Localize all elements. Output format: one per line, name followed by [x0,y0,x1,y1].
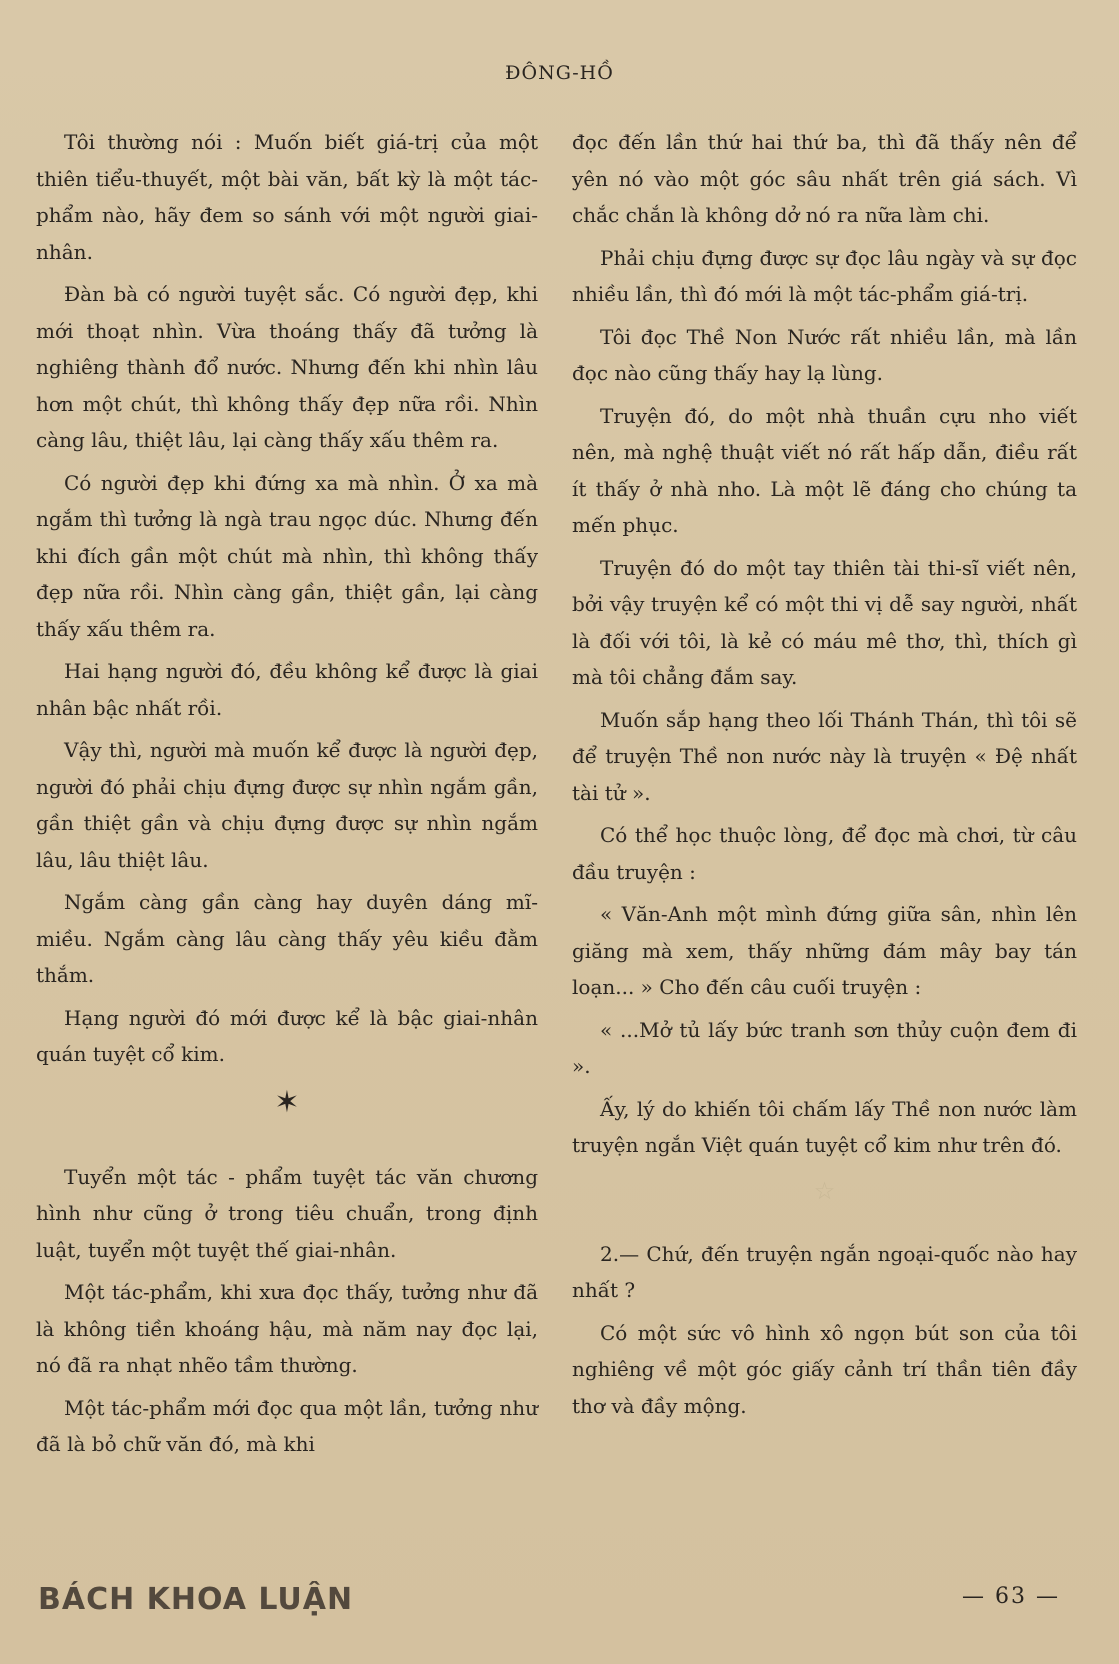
paragraph: Ngắm càng gần càng hay duyên dáng mĩ-miều. Ngắm càng lâu càng thấy yêu kiều đằm thắm. [36,890,538,987]
left-column [36,124,538,1469]
paragraph: Hạng người đó mới được kể là bậc giai-nhân quán tuyệt cổ kim. [36,1005,538,1066]
section-divider-star: ✶ [274,1084,300,1120]
page-header: ĐÔNG-HỒ [505,62,614,84]
paragraph: Muốn sắp hạng theo lối Thánh Thán, thì tôi sẽ để truyện Thề non nước này là truyện « Đệ nhất tài tử ». [572,707,1077,805]
paragraph: Một tác-phẩm, khi xưa đọc thấy, tưởng như đã là không tiền khoáng hậu, mà năm nay đọc lại, nó đã ra nhạt nhẽo tầm thường. [36,1280,538,1377]
paragraph: Có thể học thuộc lòng, để đọc mà chơi, từ câu đầu truyện : [572,823,1077,884]
paragraph: Có người đẹp khi đứng xa mà nhìn. Ở xa mà ngắm thì tưởng là ngà trau ngọc dúc. Nhưng đến khi đích gần một chút mà nhìn, thì không thấy đẹp nữa rồi. Nhìn càng gần, thiệt gần, lại càng thấy xấu thêm ra. [36,470,538,641]
paragraph: Truyện đó, do một nhà thuần cựu nho viết nên, mà nghệ thuật viết nó rất hấp dẫn, điều rất ít thấy ở nhà nho. Là một lẽ đáng cho chúng ta mến phục. [572,403,1077,537]
quote-paragraph: « Văn-Anh một mình đứng giữa sân, nhìn lên giăng mà xem, thấy những đám mây bay tán loạn... » Cho đến câu cuối truyện : [572,902,1077,999]
paragraph: đọc đến lần thứ hai thứ ba, thì đã thấy nên để yên nó vào một góc sâu nhất trên giá sách. Vì chắc chắn là không dở nó ra nữa làm chi. [572,130,1077,227]
page-number: — 63 — [962,1584,1060,1609]
paragraph: Truyện đó do một tay thiên tài thi-sĩ viết nên, bởi vậy truyện kể có một thi vị dễ say người, nhất là đối với tôi, là kẻ có máu mê thơ, thì, thích gì mà tôi chẳng đắm say. [572,555,1077,689]
magazine-name: BÁCH KHOA LUẬN [38,1582,354,1617]
section-divider-star: ☆ [813,1176,836,1205]
paragraph: Ấy, lý do khiến tôi chấm lấy Thề non nước làm truyện ngắn Việt quán tuyệt cổ kim như trên đó. [572,1096,1077,1157]
quote-paragraph: « ...Mở tủ lấy bức tranh sơn thủy cuộn đem đi ». [572,1017,1077,1078]
paragraph: Tuyển một tác - phẩm tuyệt tác văn chương hình như cũng ở trong tiêu chuẩn, trong định luật, tuyển một tuyệt thế giai-nhân. [36,1164,538,1262]
paragraph: Có một sức vô hình xô ngọn bút son của tôi nghiêng về một góc giấy cảnh trí thần tiên đầy thơ và đầy mộng. [572,1320,1077,1418]
paragraph: Tôi thường nói : Muốn biết giá-trị của một thiên tiểu-thuyết, một bài văn, bất kỳ là một tác-phẩm nào, hãy đem so sánh với một người giai-nhân. [36,130,538,264]
paragraph: Tôi đọc Thề Non Nước rất nhiều lần, mà lần đọc nào cũng thấy hay lạ lùng. [572,324,1077,385]
paragraph: Phải chịu đựng được sự đọc lâu ngày và sự đọc nhiều lần, thì đó mới là một tác-phẩm giá-trị. [572,245,1077,306]
paragraph: Hai hạng người đó, đều không kể được là giai nhân bậc nhất rồi. [36,659,538,720]
right-column [572,124,1077,1430]
paragraph: Vậy thì, người mà muốn kể được là người đẹp, người đó phải chịu đựng được sự nhìn ngắm gần, gần thiệt gần và chịu đựng được sự nhìn ngắm lâu, lâu thiệt lâu. [36,738,538,872]
paragraph: Đàn bà có người tuyệt sắc. Có người đẹp, khi mới thoạt nhìn. Vừa thoáng thấy đã tưởng là nghiêng thành đổ nước. Nhưng đến khi nhìn lâu hơn một chút, thì không thấy đẹp nữa rồi. Nhìn càng lâu, thiệt lâu, lại càng thấy xấu thêm ra. [36,282,538,452]
paragraph: Một tác-phẩm mới đọc qua một lần, tưởng như đã là bỏ chữ văn đó, mà khi [36,1395,538,1456]
section-heading-paragraph: 2.— Chứ, đến truyện ngắn ngoại-quốc nào hay nhất ? [572,1241,1077,1302]
